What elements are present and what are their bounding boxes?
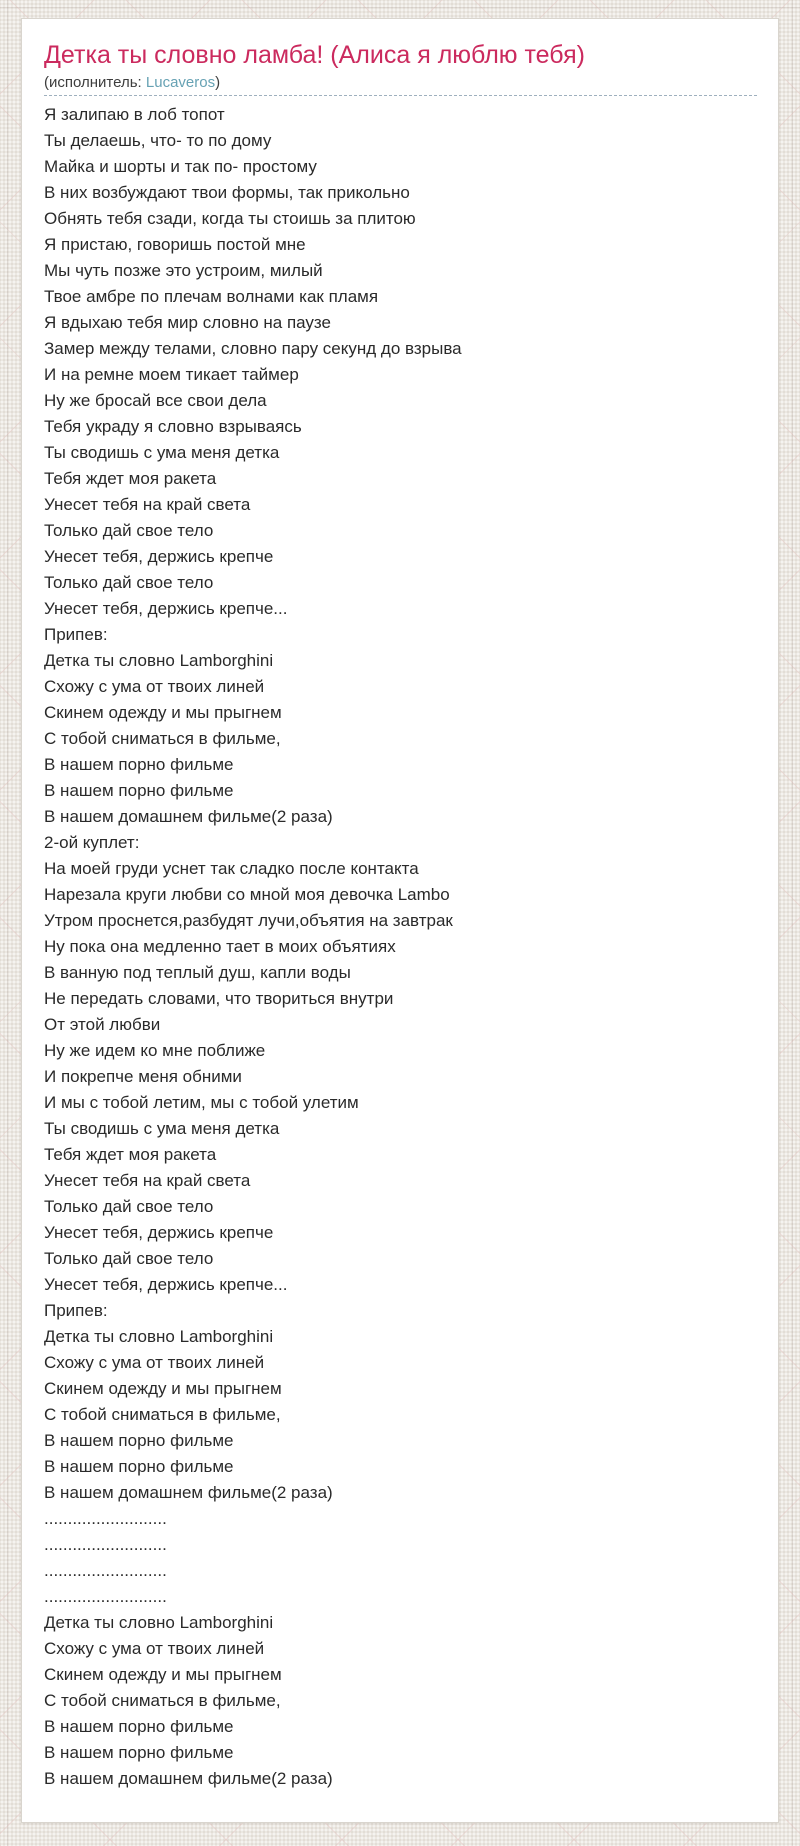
lyric-line: С тобой сниматься в фильме, [44, 1405, 281, 1424]
lyric-line: Схожу с ума от твоих линей [44, 1639, 265, 1658]
lyric-line: Тебя ждет моя ракета [44, 1145, 217, 1164]
lyric-line: Унесет тебя, держись крепче [44, 547, 274, 566]
lyric-line: В нашем порно фильме [44, 755, 234, 774]
lyric-line: Мы чуть позже это устроим, милый [44, 261, 323, 280]
lyric-line: И мы с тобой летим, мы с тобой улетим [44, 1093, 359, 1112]
lyric-line: И на ремне моем тикает таймер [44, 365, 299, 384]
page-frame-line-left [7, 0, 8, 1846]
lyric-line: .......................... [44, 1561, 167, 1580]
lyric-line: В ванную под теплый душ, капли воды [44, 963, 351, 982]
lyric-line: Замер между телами, словно пару секунд до взрыва [44, 339, 462, 358]
lyric-line: Только дай свое тело [44, 1197, 214, 1216]
lyric-line: В нашем порно фильме [44, 1457, 234, 1476]
lyric-line: С тобой сниматься в фильме, [44, 1691, 281, 1710]
lyric-line: Детка ты словно Lamborghini [44, 651, 274, 670]
lyric-line: .......................... [44, 1535, 167, 1554]
artist-label-prefix: (исполнитель: [44, 74, 142, 91]
lyric-line: Скинем одежду и мы прыгнем [44, 1379, 282, 1398]
lyric-line: Обнять тебя сзади, когда ты стоишь за плитою [44, 209, 416, 228]
lyric-line: На моей груди уснет так сладко после контакта [44, 859, 419, 878]
artist-line [44, 73, 757, 95]
lyric-line: Припев: [44, 1301, 108, 1320]
lyric-line: Утром проснется,разбудят лучи,объятия на завтрак [44, 911, 453, 930]
lyric-line: Скинем одежду и мы прыгнем [44, 1665, 282, 1684]
lyric-line: Ты сводишь с ума меня детка [44, 1119, 280, 1138]
lyric-line: Унесет тебя, держись крепче... [44, 599, 288, 618]
lyric-line: Только дай свое тело [44, 521, 214, 540]
lyric-line: Детка ты словно Lamborghini [44, 1613, 274, 1632]
lyric-line: Детка ты словно Lamborghini [44, 1327, 274, 1346]
lyric-line: .......................... [44, 1509, 167, 1528]
lyric-line: Ну же бросай все свои дела [44, 391, 267, 410]
artist-label-suffix: ) [215, 74, 221, 91]
lyric-line: В нашем домашнем фильме(2 раза) [44, 807, 333, 826]
lyric-line: Только дай свое тело [44, 573, 214, 592]
lyric-line: Ты сводишь с ума меня детка [44, 443, 280, 462]
lyric-line: В нашем порно фильме [44, 1431, 234, 1450]
lyric-line: В нашем порно фильме [44, 1743, 234, 1762]
lyric-line: Ты делаешь, что- то по дому [44, 131, 272, 150]
lyric-line: И покрепче меня обними [44, 1067, 242, 1086]
lyric-line: Я пристаю, говоришь постой мне [44, 235, 306, 254]
dotted-divider [44, 95, 757, 96]
lyrics-text [44, 102, 757, 1792]
lyric-line: Только дай свое тело [44, 1249, 214, 1268]
page-frame-line-right [792, 0, 793, 1846]
lyric-line: Я вдыхаю тебя мир словно на паузе [44, 313, 331, 332]
lyric-line: Ну пока она медленно тает в моих объятиях [44, 937, 396, 956]
lyric-line: Тебя украду я словно взрываясь [44, 417, 302, 436]
lyric-line: Твое амбре по плечам волнами как пламя [44, 287, 379, 306]
page-frame-line-top [0, 7, 800, 8]
lyric-line: Я залипаю в лоб топот [44, 105, 225, 124]
lyric-line: В нашем домашнем фильме(2 раза) [44, 1769, 333, 1788]
lyric-line: Припев: [44, 625, 108, 644]
lyric-line: Ну же идем ко мне поближе [44, 1041, 266, 1060]
lyric-line: Унесет тебя, держись крепче [44, 1223, 274, 1242]
lyric-line: Унесет тебя на край света [44, 495, 251, 514]
lyric-line: Тебя ждет моя ракета [44, 469, 217, 488]
song-title: Детка ты словно ламба! (Алиса я люблю тебя) [44, 41, 585, 69]
lyric-line: От этой любви [44, 1015, 161, 1034]
lyric-line: В нашем домашнем фильме(2 раза) [44, 1483, 333, 1502]
lyric-line: Схожу с ума от твоих линей [44, 677, 265, 696]
lyric-line: Скинем одежду и мы прыгнем [44, 703, 282, 722]
lyrics-card [21, 18, 779, 1823]
lyric-line: Не передать словами, что твориться внутри [44, 989, 394, 1008]
lyric-line: В них возбуждают твои формы, так прикольно [44, 183, 410, 202]
lyric-line: В нашем порно фильме [44, 781, 234, 800]
lyric-line: С тобой сниматься в фильме, [44, 729, 281, 748]
lyric-line: Унесет тебя, держись крепче... [44, 1275, 288, 1294]
artist-link[interactable]: Lucaveros [145, 74, 216, 91]
lyric-line: 2-ой куплет: [44, 833, 140, 852]
lyric-line: Унесет тебя на край света [44, 1171, 251, 1190]
lyric-line: Схожу с ума от твоих линей [44, 1353, 265, 1372]
lyric-line: В нашем порно фильме [44, 1717, 234, 1736]
lyric-line: Майка и шорты и так по- простому [44, 157, 317, 176]
lyric-line: .......................... [44, 1587, 167, 1606]
lyric-line: Нарезала круги любви со мной моя девочка Lambo [44, 885, 450, 904]
